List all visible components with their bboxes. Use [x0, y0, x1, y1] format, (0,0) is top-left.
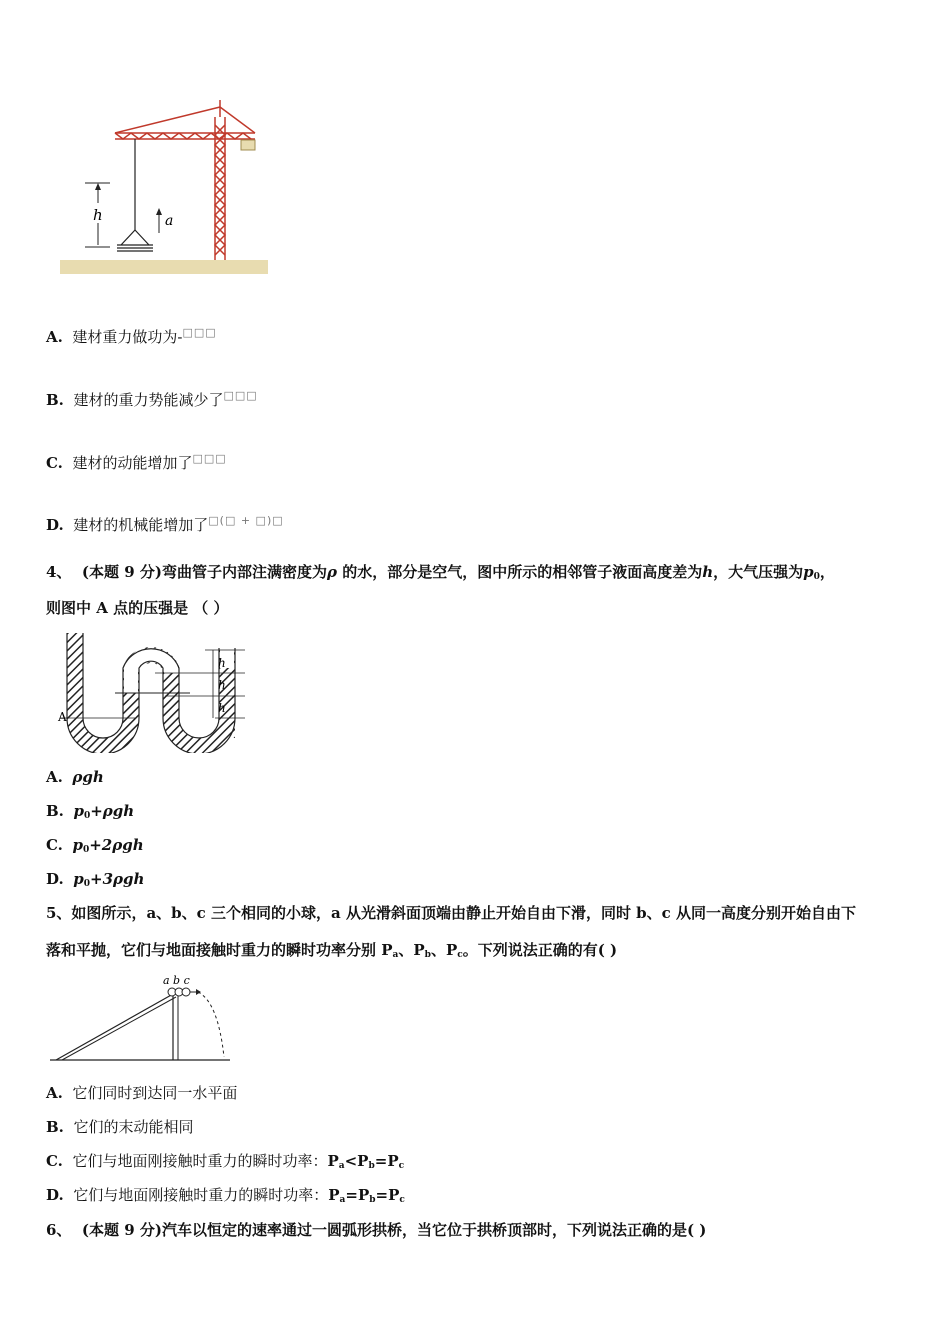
incline-abc-label: a b c: [163, 974, 190, 987]
q5-option-c: C. 它们与地面刚接触时重力的瞬时功率：$P_a<P_b=P_c$: [46, 1152, 405, 1171]
q4-option-b: B. $p_0+\rho gh$: [46, 802, 135, 821]
counterweight: [241, 140, 255, 150]
crane-figure: [55, 95, 285, 285]
formula-icon: □□□: [223, 389, 258, 402]
q4-option-d: D. $p_0+3\rho gh$: [46, 870, 145, 889]
q3-option-b: B. 建材的重力势能减少了□□□: [46, 386, 258, 410]
q3-option-a: A. 建材重力做功为-□□□: [46, 323, 217, 347]
crane-tower: [115, 100, 255, 260]
formula-icon: □□□: [192, 452, 227, 465]
crane-h-label: h: [93, 206, 103, 224]
q5-option-b: B. 它们的末动能相同: [46, 1118, 194, 1136]
u-tube-h-label-3: h: [218, 701, 226, 715]
q5-option-a: A. 它们同时到达同一水平面: [46, 1084, 238, 1102]
incline-figure: [48, 972, 248, 1067]
formula-icon: □(□ + □)□: [208, 514, 284, 527]
ground: [60, 260, 268, 274]
u-tube-A-label: A: [58, 710, 67, 724]
q3-option-d: D. 建材的机械能增加了□(□ + □)□: [46, 511, 284, 535]
u-tube-h-label-1: h: [218, 656, 226, 670]
u-tube-figure: [55, 628, 245, 753]
u-tube-h-label-2: h: [218, 678, 226, 692]
q4-stem-line2: 则图中 A 点的压强是 （ ）: [46, 599, 229, 617]
q4-option-a: A. ρgh: [46, 768, 104, 786]
q3-option-c: C. 建材的动能增加了□□□: [46, 449, 227, 473]
q4-stem-line1: 4、 (本题 9 分)弯曲管子内部注满密度为ρ 的水，部分是空气，图中所示的相邻管子液面高度差为h，大气压强为$p_0$，: [46, 563, 835, 582]
crane-a-label: a: [165, 213, 174, 229]
q5-option-d: D. 它们与地面刚接触时重力的瞬时功率：$P_a=P_b=P_c$: [46, 1186, 405, 1205]
hook-load: [117, 230, 153, 251]
q5-stem-line1: 5、如图所示，a、b、c 三个相同的小球，a 从光滑斜面顶端由静止开始自由下滑，同时 b、c 从同一高度分别开始自由下: [46, 904, 857, 922]
formula-icon: □□□: [182, 326, 217, 339]
q5-stem-line2: 落和平抛，它们与地面接触时重力的瞬时功率分别 $P_a$、$P_b$、$P_c$。下列说法正确的有( ): [46, 941, 618, 960]
q4-option-c: C. $p_0+2\rho gh$: [46, 836, 144, 855]
q6-stem: 6、 (本题 9 分)汽车以恒定的速率通过一圆弧形拱桥，当它位于拱桥顶部时，下列说法正确的是( ): [46, 1221, 707, 1239]
